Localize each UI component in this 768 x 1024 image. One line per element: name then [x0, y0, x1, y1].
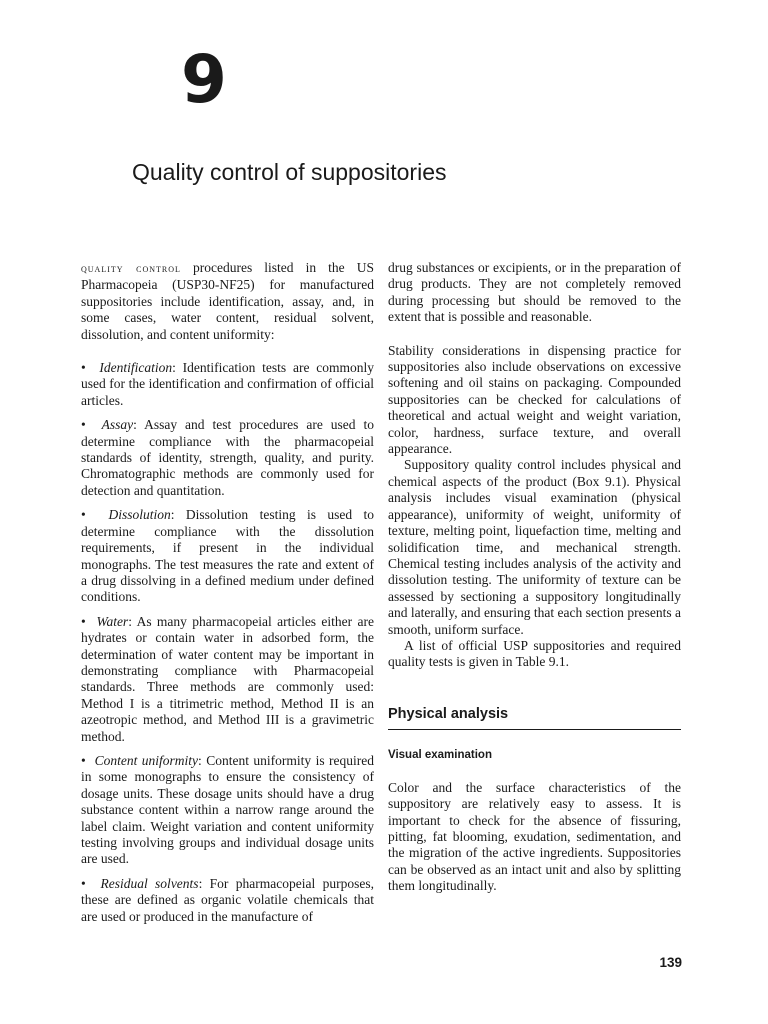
intro-lead: quality control — [81, 263, 181, 275]
bullet-text: : Dissolution testing is used to determine compliance with the dissolution requirements, if present in the individual monographs. The test measures the rate and extent of a drug dissolving in a defined medium under defined conditions. — [81, 507, 374, 605]
chapter-number: 9 — [181, 41, 226, 118]
bullet-text: : As many pharmacopeial articles either are hydrates or contain water in adsorbed form, the determination of water content may be important in demonstrating compliance with Pharmacopeial standards. Three methods are commonly used: Method I is a titrimetric method, Method II is an azeotropic method, and Method III is a gravimetric method. — [81, 613, 374, 744]
bullet-term: Assay — [101, 417, 134, 433]
intro-text: procedures listed in the US Pharmacopeia (USP30-NF25) for manufactured suppositories include identification, assay, and, in some cases, water content, residual solvent, dissolution, and content uniformity: — [81, 260, 374, 342]
section-heading: Physical analysis — [388, 705, 681, 730]
visual-examination-paragraph: Color and the surface characteristics of the suppository are relatively easy to assess. It is important to check for the absence of fissuring, pitting, fat blooming, exudation, sedimentation, and the migration of the active ingredients. Suppositories can be observed as an intact unit and also by splitting them longitudinally. — [388, 779, 681, 894]
qc-paragraph: Suppository quality control includes physical and chemical aspects of the product (Box 9.1). Physical analysis includes visual examination (physical appearance), uniformity of weight, uniformity of texture, melting point, liquefaction time, melting and solidification time, and mechanical strength. Chemical testing includes analysis of the activity and dissolution testing. The uniformity of texture can be assessed by sectioning a suppository longitudinally and laterally, and ensuring that each section presents a smooth, uniform surface. — [388, 457, 681, 637]
continuation-paragraph: drug substances or excipients, or in the preparation of drug products. They are not completely removed during processing but should be removed to the extent that is possible and reasonable. — [388, 260, 681, 325]
right-column — [388, 260, 681, 895]
bullet-text: : Content uniformity is required in some monographs to ensure the consistency of dosage units. These dosage units should have a drug substance content within a narrow range around the label claim. Weight variation and content uniformity testing involving groups and individual dosage units are used. — [81, 752, 374, 867]
chapter-title: Quality control of suppositories — [132, 159, 447, 185]
bullet-text: : Identification tests are commonly used for the identification and confirmation of official articles. — [81, 360, 374, 408]
bullet-content-uniformity: • Content uniformity: Content uniformity is required in some monographs to ensure the consistency of dosage units. These dosage units should have a drug substance content within a narrow range around the label claim. Weight variation and content uniformity testing involving groups and individual dosage units are used. — [81, 752, 374, 867]
subsection-heading: Visual examination — [388, 748, 492, 761]
stability-paragraph: Stability considerations in dispensing practice for suppositories also include observations on excessive softening and oil stains on packaging. Compounded suppositories can be checked for calculations of theoretical and actual weight and weight variation, color, hardness, surface texture, and overall appearance. — [388, 342, 681, 457]
bullet-term: Water — [96, 613, 129, 629]
left-column — [81, 260, 374, 933]
intro-paragraph — [81, 260, 374, 343]
bullet-residual-solvents: • Residual solvents: For pharmacopeial purposes, these are defined as organic volatile chemicals that are used or produced in the manufacture of — [81, 875, 374, 924]
bullet-assay: • Assay: Assay and test procedures are used to determine compliance with the pharmacopeial standards of identity, strength, quality, and purity. Chromatographic methods are commonly used for detection and quantitation. — [81, 417, 374, 498]
bullet-text: : For pharmacopeial purposes, these are defined as organic volatile chemicals that are used or produced in the manufacture of — [81, 875, 374, 924]
bullet-term: Residual solvents — [100, 875, 199, 891]
bullet-water: • Water: As many pharmacopeial articles either are hydrates or contain water in adsorbed form, the determination of water content may be important in demonstrating compliance with Pharmacopeial standards. Three methods are commonly used: Method I is a titrimetric method, Method II is an azeotropic method, and Method III is a gravimetric method. — [81, 613, 374, 744]
bullet-term: Identification — [99, 360, 173, 376]
usp-list-paragraph: A list of official USP suppositories and required quality tests is given in Table 9.1. — [388, 637, 681, 670]
bullet-term: Dissolution — [108, 507, 171, 523]
bullet-text: : Assay and test procedures are used to determine compliance with the pharmacopeial standards of identity, strength, quality, and purity. Chromatographic methods are commonly used for detection and quantitation. — [81, 417, 374, 498]
page-number: 139 — [659, 955, 682, 970]
bullet-term: Content uniformity — [94, 752, 199, 768]
bullet-dissolution: • Dissolution: Dissolution testing is used to determine compliance with the dissolution requirements, if present in the individual monographs. The test measures the rate and extent of a drug dissolving in a defined medium under defined conditions. — [81, 507, 374, 605]
bullet-identification: • Identification: Identification tests are commonly used for the identification and confirmation of official articles. — [81, 360, 374, 408]
